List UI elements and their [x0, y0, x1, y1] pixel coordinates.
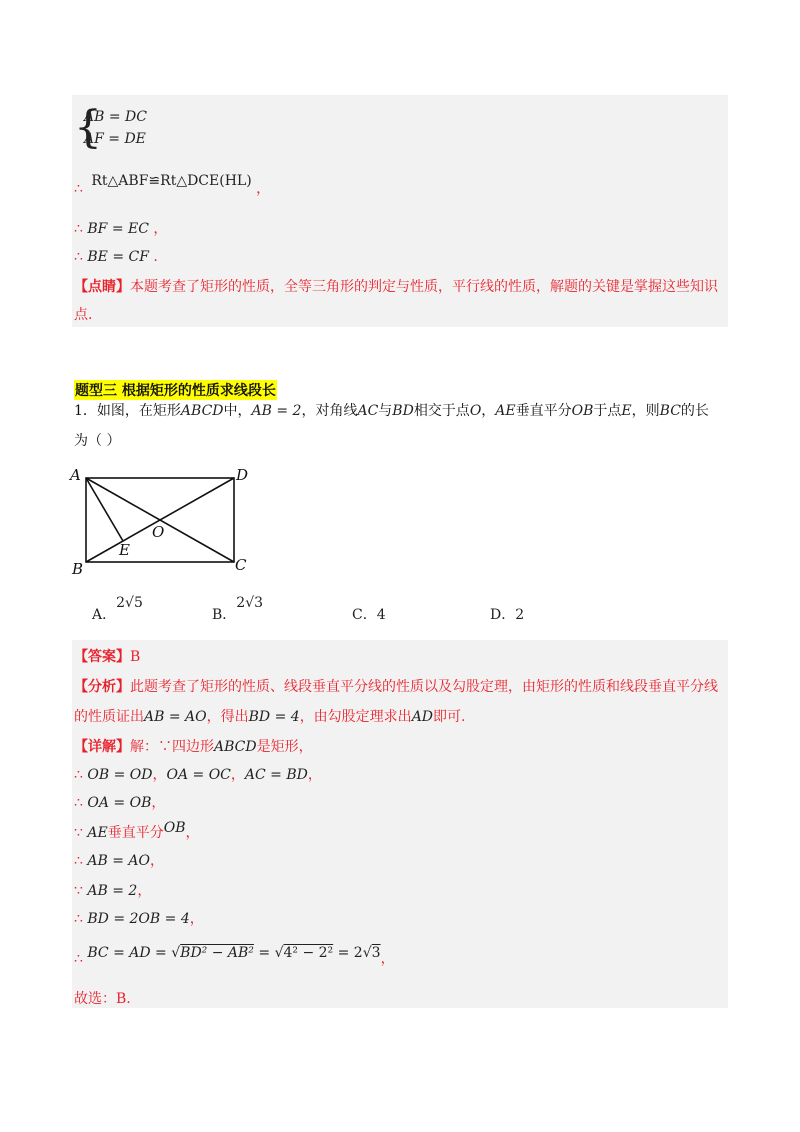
label-c: C	[235, 556, 247, 574]
analysis-text: ，由勾股定理求出	[299, 709, 412, 725]
option-label: D．	[490, 607, 516, 623]
math-expression: OB = OD	[87, 767, 153, 783]
dianjing-tag: 【点睛】	[74, 279, 130, 295]
option-label: C．	[352, 607, 377, 623]
radicand: BD² − AB²	[180, 945, 254, 961]
punct-comma: ，	[152, 767, 167, 783]
question-line-1	[74, 402, 709, 420]
math-ae: AE	[87, 825, 108, 841]
question-text: 中，	[223, 403, 252, 419]
sqrt-symbol: √	[274, 945, 284, 961]
therefore-symbol: ∴	[74, 221, 83, 237]
detail-tag: 【详解】	[74, 739, 130, 755]
dianjing-line-2: 点.	[74, 307, 93, 323]
system-brace: {	[74, 102, 102, 153]
answer-tag: 【答案】	[74, 649, 130, 665]
rectangle-figure	[68, 466, 258, 578]
math-expression: BC = AD =	[87, 945, 172, 961]
math-expression: BF = EC	[87, 221, 149, 237]
question-text: ，则	[631, 403, 660, 419]
detail-step-4	[74, 852, 164, 870]
question-text: 垂直平分	[515, 403, 572, 419]
math-expression: =	[253, 945, 275, 961]
math-ab-ao: AB = AO	[144, 709, 207, 725]
question-text: 相交于点	[413, 403, 470, 419]
detail-step-3	[74, 820, 200, 842]
option-value: 2	[515, 607, 525, 623]
option-c[interactable]	[352, 604, 386, 624]
option-b[interactable]	[212, 595, 264, 624]
question-text: 于点	[593, 403, 622, 419]
system-equation-1: AB = DC	[84, 109, 147, 125]
system-equation-2: AF = DE	[84, 131, 146, 147]
option-value: 2√5	[116, 595, 143, 611]
option-value: 4	[376, 607, 386, 623]
analysis-text: 此题考查了矩形的性质、线段垂直平分线的性质以及勾股定理，由矩形的性质和线段垂直平分线	[130, 679, 718, 695]
detail-text: 解：∵四边形	[130, 739, 214, 755]
because-symbol: ∵	[74, 883, 83, 899]
radicand: 3	[371, 945, 381, 961]
detail-line-1	[74, 738, 313, 756]
question-text: 与	[378, 403, 393, 419]
math-abcd: ABCD	[214, 739, 257, 755]
punct-comma: ，	[189, 911, 204, 927]
punct-comma: ，	[137, 883, 152, 899]
label-b: B	[72, 560, 84, 578]
math-ad: AD	[411, 709, 434, 725]
punct-comma: ，	[151, 795, 166, 811]
option-label: B．	[212, 607, 237, 623]
math-bd: BD	[392, 403, 414, 419]
math-ab-2: AB = 2	[251, 403, 302, 419]
radicand: 4² − 2²	[283, 945, 334, 961]
math-ob: OB	[571, 403, 594, 419]
segment-ae	[86, 478, 123, 541]
math-bc: BC	[659, 403, 681, 419]
answer-line	[74, 648, 140, 666]
question-text: ，对角线	[301, 403, 358, 419]
detail-step-5	[74, 882, 151, 900]
sqrt-symbol: √	[362, 945, 372, 961]
sqrt-symbol: √	[171, 945, 181, 961]
therefore-symbol: ∴	[74, 951, 83, 967]
punct-comma: ，	[256, 181, 271, 197]
punct-comma: ，	[307, 767, 322, 783]
question-number: 1．	[74, 403, 97, 419]
dianjing-line-1	[74, 278, 718, 296]
analysis-text: 的性质证出	[74, 709, 144, 725]
label-d: D	[236, 466, 249, 484]
option-value: 2√3	[236, 595, 264, 611]
math-e: E	[621, 403, 632, 419]
final-answer-line: 故选：B.	[74, 991, 131, 1007]
detail-step-2	[74, 794, 165, 812]
math-expression: AC = BD	[244, 767, 308, 783]
option-d[interactable]	[490, 604, 524, 624]
therefore-symbol: ∴	[74, 181, 83, 197]
question-text: 如图，在矩形	[96, 403, 181, 419]
math-expression: BE = CF	[87, 249, 149, 265]
math-expression: BD = 2OB = 4	[87, 911, 190, 927]
therefore-symbol: ∴	[74, 911, 83, 927]
detail-text: 是矩形，	[256, 739, 313, 755]
detail-step-1	[74, 766, 322, 784]
because-symbol: ∵	[74, 825, 83, 841]
step-be-cf	[74, 248, 158, 266]
punct-period: .	[153, 249, 158, 265]
punct-comma: ，	[150, 853, 164, 869]
detail-step-7	[74, 944, 395, 967]
congruence-line	[74, 172, 271, 197]
math-abcd: ABCD	[180, 403, 224, 419]
math-ob: OB	[163, 820, 186, 836]
punct-comma: ，	[153, 221, 168, 237]
math-bd-4: BD = 4	[248, 709, 300, 725]
math-ae: AE	[495, 403, 516, 419]
analysis-tag: 【分析】	[74, 679, 130, 695]
question-text: 的长	[680, 403, 709, 419]
question-text: ，	[481, 403, 496, 419]
label-e: E	[119, 541, 130, 559]
option-label: A．	[92, 607, 117, 623]
punct-comma: ，	[230, 767, 245, 783]
math-o: O	[469, 403, 482, 419]
analysis-line-2	[74, 708, 465, 726]
step-bf-ec	[74, 220, 167, 238]
detail-step-6	[74, 910, 204, 928]
math-expression: OA = OB	[87, 795, 152, 811]
congruence-statement: Rt△ABF≌Rt△DCE(HL)	[91, 173, 252, 189]
math-ac: AC	[357, 403, 379, 419]
question-line-2: 为（ ）	[74, 433, 121, 449]
analysis-text: 即可.	[433, 709, 466, 725]
therefore-symbol: ∴	[74, 767, 83, 783]
detail-text: 垂直平分	[107, 825, 164, 841]
section-title: 题型三 根据矩形的性质求线段长	[74, 380, 277, 400]
math-expression: AB = 2	[87, 883, 138, 899]
punct-comma: ，	[380, 951, 395, 967]
answer-value: B	[130, 649, 141, 665]
option-a[interactable]	[92, 595, 143, 624]
therefore-symbol: ∴	[74, 795, 83, 811]
analysis-line-1	[74, 678, 718, 696]
dianjing-text: 本题考查了矩形的性质，全等三角形的判定与性质，平行线的性质，解题的关键是掌握这些知识	[130, 279, 718, 295]
analysis-text: ，得出	[206, 709, 249, 725]
math-expression: AB = AO	[87, 853, 150, 869]
therefore-symbol: ∴	[74, 249, 83, 265]
label-o: O	[152, 523, 165, 541]
therefore-symbol: ∴	[74, 853, 83, 869]
math-expression: OA = OC	[166, 767, 231, 783]
punct-comma: ，	[185, 825, 200, 841]
math-expression: = 2	[333, 945, 363, 961]
label-a: A	[70, 466, 81, 484]
